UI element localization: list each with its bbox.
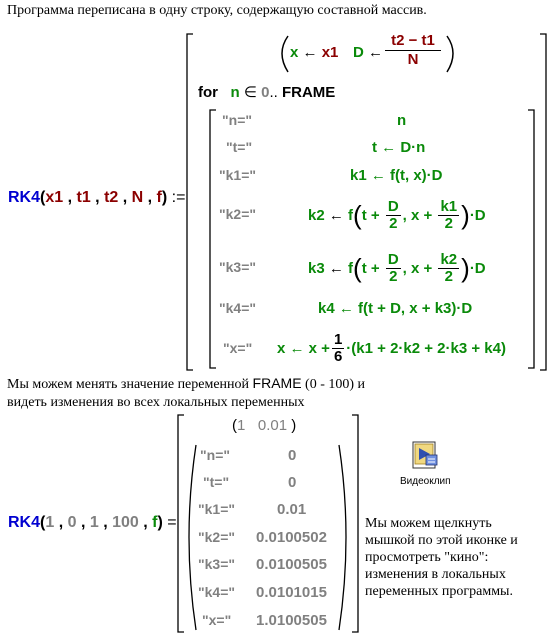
intro-text: Программа переписана в одну строку, содержащую составной массив.: [7, 3, 427, 18]
equals-sign: =: [167, 514, 177, 531]
k3-frac-2b: 2: [444, 267, 453, 285]
side-note-line: изменения в локальных: [365, 567, 506, 582]
arg-3: 1: [89, 514, 99, 531]
x-var: x: [290, 44, 299, 61]
result-value-k4: 0.0101015: [256, 584, 327, 601]
middle-text-pre: Мы можем менять значение переменной: [7, 377, 253, 392]
row-expr-k2: k2 ← f ( t + $\frac{D}{2}$ , x + $\frac{k1}{2}$ ) ·D: [308, 197, 486, 232]
row-expr-k4: k4 ← f(t + D, x + k3)·D: [318, 300, 473, 317]
side-note: [365, 515, 549, 600]
k2-frac-2a: 2: [389, 214, 398, 232]
x-lhs: x ← x +: [277, 339, 330, 357]
param-x1: x1: [45, 189, 64, 206]
k3-x: x: [411, 259, 420, 277]
result-value-k2: 0.0100502: [256, 529, 327, 546]
result-label-k3: "k3=": [198, 556, 236, 572]
result-label-t: "t=": [203, 474, 230, 490]
row-label-n: "n=": [222, 112, 253, 128]
param-t1: t1: [76, 189, 91, 206]
k3-f: f: [348, 259, 354, 277]
assign-operator: :=: [171, 189, 186, 206]
k3-times-D: ·D: [469, 259, 486, 277]
k3-frac-2a: 2: [389, 267, 398, 285]
for-keyword: for: [198, 84, 218, 101]
k2-x: x: [411, 206, 420, 224]
program-definition-head: RK4(x1 , t1 , t2 , N , f) :=: [8, 189, 186, 206]
result-value-k1: 0.01: [277, 501, 307, 518]
result-label-k4: "k4=": [198, 584, 236, 600]
row-label-k4: "k4=": [219, 300, 257, 316]
d-assign: D ←: [353, 44, 384, 61]
result-top-1: 1: [237, 417, 246, 434]
result-value-x: 1.0100505: [256, 612, 327, 629]
result-top-row: (1 0.01 ): [232, 417, 297, 434]
k3-frac-D: D: [387, 250, 399, 268]
arg-4: 100: [112, 514, 139, 531]
result-label-k1: "k1=": [198, 501, 236, 517]
result-func-name: RK4: [8, 514, 41, 531]
range-start: 0: [261, 84, 270, 101]
result-top-2: 0.01: [257, 417, 288, 434]
row-label-x: "x=": [223, 340, 253, 356]
row-label-k3: "k3=": [219, 259, 257, 275]
result-value-t: 0: [288, 474, 297, 491]
k2-t: t: [361, 206, 367, 224]
param-t2: t2: [104, 189, 119, 206]
param-f: f: [156, 189, 162, 206]
k3-frac-k2: k2: [440, 250, 458, 268]
x-frac-den: 6: [333, 347, 343, 365]
result-value-k3: 0.0100505: [256, 556, 327, 573]
row-label-k1: "k1=": [219, 167, 257, 183]
row-expr-n: n: [397, 112, 407, 129]
arg-5: f: [152, 514, 158, 531]
d-var: D: [353, 44, 364, 61]
result-value-n: 0: [288, 447, 297, 464]
k2-frac-2b: 2: [444, 214, 453, 232]
param-N: N: [131, 189, 144, 206]
middle-text-line2: видеть изменения во всех локальных переменных: [7, 395, 305, 410]
video-clip-icon[interactable]: [412, 441, 440, 471]
x-init: x1: [321, 44, 339, 61]
header-row: x ← x1: [290, 44, 339, 61]
range-dots: ..: [269, 84, 278, 101]
k2-f: f: [348, 206, 354, 224]
k2-times-D: ·D: [469, 206, 486, 224]
d-fraction-den: N: [407, 51, 419, 68]
row-label-t: "t=": [226, 139, 253, 155]
side-note-line: мышкой по этой иконке и: [365, 533, 518, 548]
for-var: n: [230, 84, 240, 101]
d-fraction-num: t2 − t1: [385, 32, 441, 51]
video-clip-label[interactable]: Видеоклип: [400, 476, 451, 487]
side-note-line: переменных программы.: [365, 584, 513, 599]
frame-keyword: FRAME: [252, 375, 302, 391]
arg-1: 1: [45, 514, 55, 531]
side-note-line: просмотреть "кино":: [365, 550, 489, 565]
side-note-line: Мы можем щелкнуть: [365, 516, 492, 531]
result-label-k2: "k2=": [198, 529, 236, 545]
row-label-k2: "k2=": [219, 206, 257, 222]
x-tail: ·(k1 + 2·k2 + 2·k3 + k4): [346, 339, 506, 357]
k3-lhs: k3: [308, 259, 325, 277]
video-clip-icon-graphic: [412, 441, 440, 471]
row-expr-k3: k3 ← f ( t + $\frac{D}{2}$ , x + $\frac{k2}{2}$ ) ·D: [308, 250, 486, 285]
elem-symbol: ∈: [243, 84, 257, 101]
k3-t: t: [361, 259, 367, 277]
row-expr-t: t ← D·n: [372, 139, 426, 156]
range-end: FRAME: [281, 84, 336, 101]
k2-frac-D: D: [387, 197, 399, 215]
row-expr-k1: k1 ← f(t, x)·D: [350, 167, 443, 184]
x-frac-num: 1: [333, 330, 343, 348]
k2-lhs: k2: [308, 206, 325, 224]
middle-text-post: (0 - 100) и: [301, 377, 366, 392]
result-call: RK4(1 , 0 , 1 , 100 , f) =: [8, 514, 177, 531]
result-label-x: "x=": [202, 612, 232, 628]
open-paren: (: [40, 189, 46, 206]
func-name: RK4: [8, 189, 41, 206]
result-label-n: "n=": [200, 447, 231, 463]
arg-2: 0: [67, 514, 77, 531]
k2-frac-k1: k1: [440, 197, 458, 215]
